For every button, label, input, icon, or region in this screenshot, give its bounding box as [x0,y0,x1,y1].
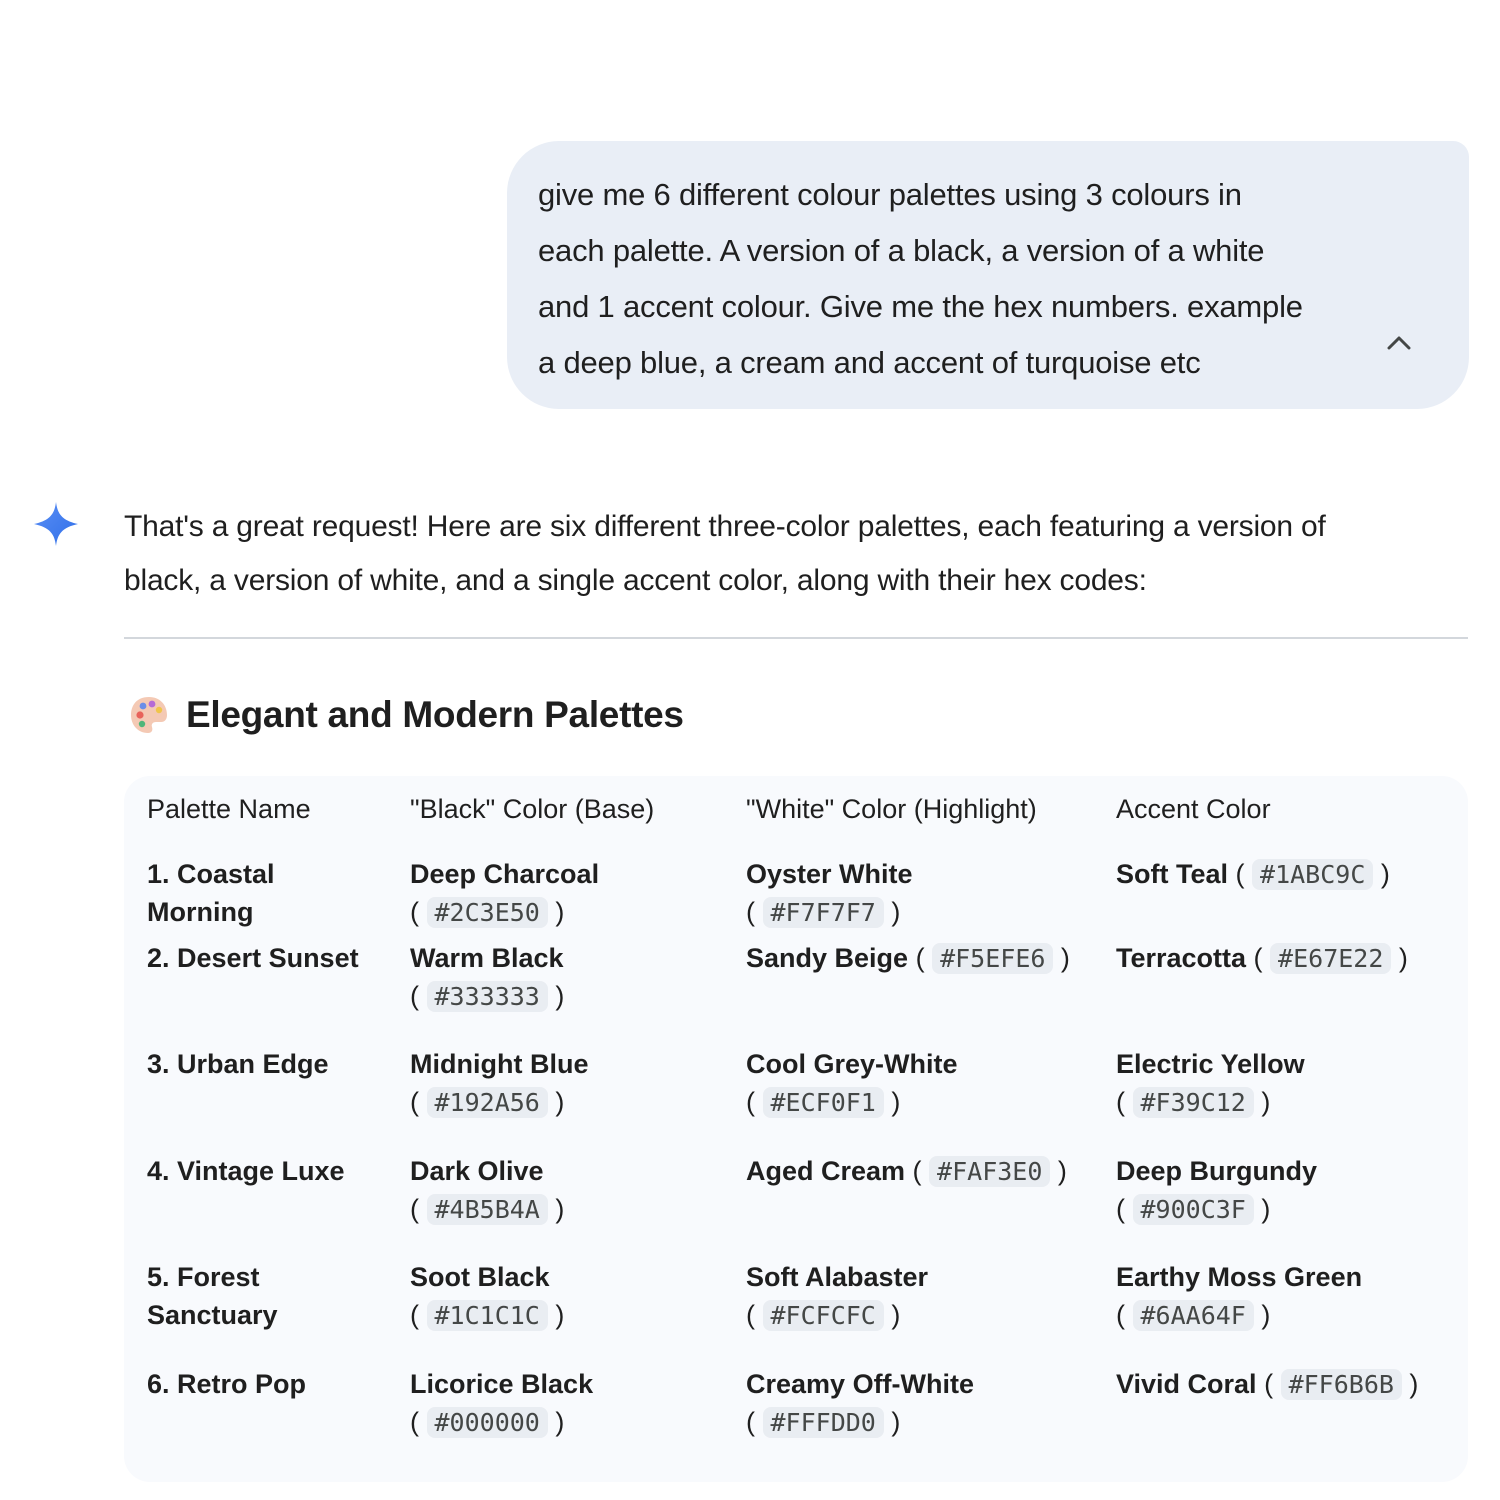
table-header-row [147,785,1447,833]
hex-code: #4B5B4A [427,1194,548,1225]
hex-code: #FAF3E0 [929,1156,1050,1187]
color-name: Soot Black [410,1262,550,1293]
table-row [147,1045,1447,1151]
sparkle-icon [32,500,80,548]
black-color-cell: Midnight Blue ( #192A56 ) [410,1045,746,1151]
header-palette-name: Palette Name [147,793,311,824]
color-name: Deep Charcoal [410,859,600,889]
accent-color-cell: Electric Yellow ( #F39C12 ) [1116,1045,1447,1151]
hex-code: #FFFDD0 [763,1407,884,1438]
color-name: Earthy Moss Green [1116,1262,1363,1293]
hex-code: #1ABC9C [1252,859,1373,890]
color-name: Warm Black [410,943,564,973]
user-prompt-bubble [507,141,1469,409]
palette-name-cell [147,939,410,1045]
hex-code: #F7F7F7 [763,897,884,928]
section-heading [128,694,684,736]
table-row [147,1258,1447,1364]
chevron-up-icon [1386,335,1412,351]
palette-name-cell [147,1365,410,1471]
response-intro-line: black, a version of white, and a single accent color, along with their hex codes: [124,564,1147,597]
hex-code: #6AA64F [1133,1300,1254,1331]
palette-name-cell [147,1152,410,1258]
hex-code: #900C3F [1133,1194,1254,1225]
header-accent-color: Accent Color [1116,793,1271,824]
hex-code: #F39C12 [1133,1087,1254,1118]
table-row [147,939,1447,1045]
hex-code: #333333 [427,981,548,1012]
black-color-cell: Soot Black ( #1C1C1C ) [410,1258,746,1364]
palette-name: 3. Urban Edge [147,1049,329,1080]
accent-color-cell: Deep Burgundy ( #900C3F ) [1116,1152,1447,1258]
white-color-cell: Creamy Off-White ( #FFFDD0 ) [746,1365,1116,1471]
accent-color-cell: Vivid Coral ( #FF6B6B ) [1116,1368,1419,1399]
collapse-prompt-button[interactable] [1379,323,1419,363]
hex-code: #000000 [427,1407,548,1438]
palette-name: 2. Desert Sunset [147,943,359,973]
table-row [147,1365,1447,1471]
response-intro-line: That's a great request! Here are six different three-color palettes, each featuring a version of [124,510,1326,543]
palette-name-cell [147,1258,410,1364]
palette-name: 1. Coastal [147,859,275,889]
user-prompt-text [538,167,1339,391]
hex-code: #E67E22 [1270,943,1391,974]
user-prompt-line: each palette. A version of a black, a version of a white [538,233,1265,268]
accent-color-cell: Terracotta ( #E67E22 ) [1116,943,1408,973]
white-color-cell: Cool Grey-White ( #ECF0F1 ) [746,1045,1116,1151]
hex-code: #FCFCFC [763,1300,884,1331]
user-prompt-line: a deep blue, a cream and accent of turquoise etc [538,345,1201,380]
color-name: Terracotta [1116,943,1247,973]
white-color-cell: Aged Cream ( #FAF3E0 ) [746,1155,1067,1186]
palette-name-cell [147,833,410,939]
hex-code: #FF6B6B [1281,1369,1402,1400]
palette-name: 5. Forest [147,1262,260,1293]
black-color-cell: Dark Olive ( #4B5B4A ) [410,1152,746,1258]
white-color-cell: Oyster White ( #F7F7F7 ) [746,833,1116,939]
color-name: Dark Olive [410,1155,544,1186]
black-color-cell: Warm Black ( #333333 ) [410,939,746,1045]
hex-code: #1C1C1C [427,1300,548,1331]
color-name: Midnight Blue [410,1049,589,1080]
color-name: Aged Cream [746,1155,906,1186]
white-color-cell: Soft Alabaster ( #FCFCFC ) [746,1258,1116,1364]
palette-name: 6. Retro Pop [147,1368,307,1399]
accent-color-cell: Soft Teal ( #1ABC9C ) [1116,859,1390,889]
section-title: Elegant and Modern Palettes [186,694,684,735]
palette-name: Morning [147,897,254,927]
header-black-color: "Black" Color (Base) [410,793,655,824]
palette-name: 4. Vintage Luxe [147,1155,345,1186]
hex-code: #192A56 [427,1087,548,1118]
color-name: Vivid Coral [1116,1368,1257,1399]
table-row [147,1152,1447,1258]
black-color-cell: Licorice Black ( #000000 ) [410,1365,746,1471]
palette-name-cell [147,1045,410,1151]
table-row [147,833,1447,939]
palettes-table [147,785,1447,1471]
color-name: Soft Teal [1116,859,1229,889]
white-color-cell: Sandy Beige ( #F5EFE6 ) [746,943,1070,973]
color-name: Sandy Beige [746,943,909,973]
accent-color-cell: Earthy Moss Green ( #6AA64F ) [1116,1258,1447,1364]
response-intro [124,500,1444,608]
user-prompt-line: give me 6 different colour palettes using 3 colours in [538,177,1242,212]
color-name: Soft Alabaster [746,1262,929,1293]
artist-palette-icon [128,694,170,736]
color-name: Deep Burgundy [1116,1155,1318,1186]
color-name: Cool Grey-White [746,1049,958,1080]
palette-name: Sanctuary [147,1300,278,1331]
hex-code: #2C3E50 [427,897,548,928]
color-name: Creamy Off-White [746,1368,975,1399]
color-name: Electric Yellow [1116,1049,1305,1080]
black-color-cell: Deep Charcoal ( #2C3E50 ) [410,833,746,939]
hex-code: #ECF0F1 [763,1087,884,1118]
color-name: Oyster White [746,859,913,889]
divider [124,637,1468,639]
header-white-color: "White" Color (Highlight) [746,793,1037,824]
user-prompt-line: and 1 accent colour. Give me the hex numbers. example [538,289,1303,324]
hex-code: #F5EFE6 [932,943,1053,974]
color-name: Licorice Black [410,1368,594,1399]
